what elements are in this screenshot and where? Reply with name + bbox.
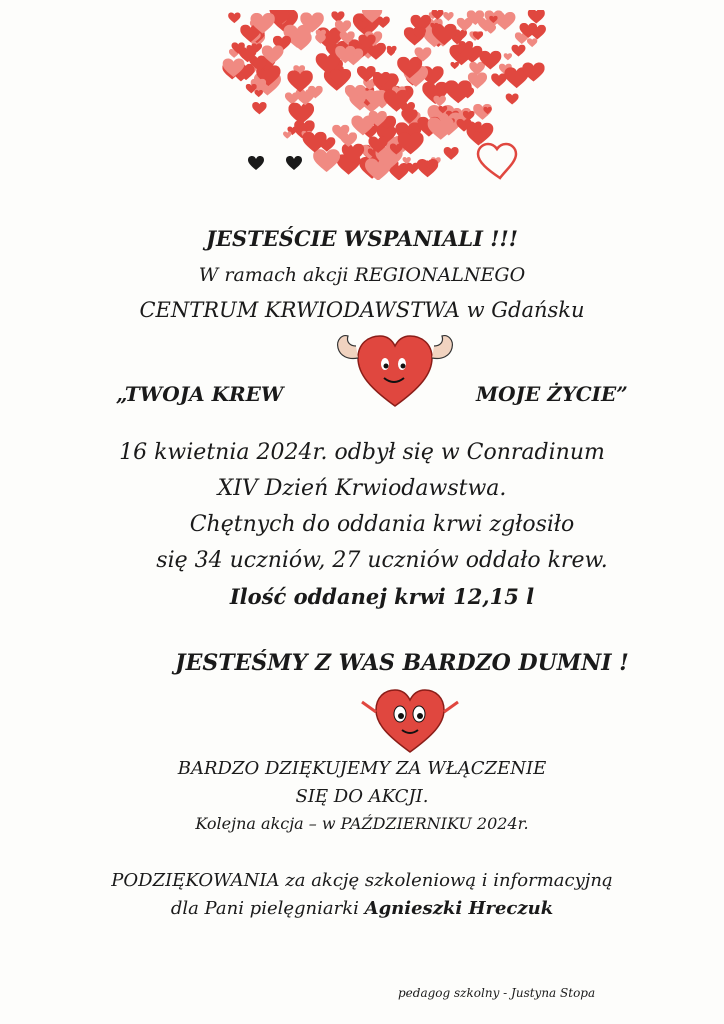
next-action: Kolejna akcja – w PAŹDZIERNIKU 2024r. bbox=[195, 814, 529, 833]
body-line-4: się 34 uczniów, 27 uczniów oddało krew. bbox=[156, 548, 608, 573]
thanks-line-1: BARDZO DZIĘKUJEMY ZA WŁĄCZENIE bbox=[177, 758, 547, 779]
signature: pedagog szkolny - Justyna Stopa bbox=[398, 986, 596, 1000]
intro-line-2: CENTRUM KRWIODAWSTWA w Gdańsku bbox=[139, 298, 585, 322]
campaign-right: MOJE ŻYCIE” bbox=[476, 382, 628, 406]
headline: JESTEŚCIE WSPANIALI !!! bbox=[206, 226, 518, 251]
small-black-hearts-icon bbox=[246, 154, 306, 172]
nurse-name: Agnieszki Hreczuk bbox=[364, 898, 554, 919]
acknowledgment-line-1: PODZIĘKOWANIA za akcję szkoleniową i informacyjną bbox=[111, 870, 613, 891]
body-line-1: 16 kwietnia 2024r. odbył się w Conradinum bbox=[119, 440, 605, 465]
thanks-line-2: SIĘ DO AKCJI. bbox=[295, 786, 429, 807]
campaign-left: „TWOJA KREW bbox=[116, 382, 284, 406]
proud-statement: JESTEŚMY Z WAS BARDZO DUMNI ! bbox=[175, 650, 629, 676]
acknowledgment-line-2 bbox=[0, 898, 724, 919]
body-line-3: Chętnych do oddania krwi zgłosiło bbox=[189, 512, 575, 537]
intro-line-1: W ramach akcji REGIONALNEGO bbox=[198, 264, 526, 286]
body-line-2: XIV Dzień Krwiodawstwa. bbox=[217, 476, 507, 501]
blood-amount: Ilość oddanej krwi 12,15 l bbox=[229, 584, 535, 609]
muscle-heart-icon bbox=[330, 326, 460, 408]
waving-heart-icon bbox=[350, 682, 470, 754]
acknowledgment-prefix: dla Pani pielęgniarki bbox=[170, 898, 359, 919]
